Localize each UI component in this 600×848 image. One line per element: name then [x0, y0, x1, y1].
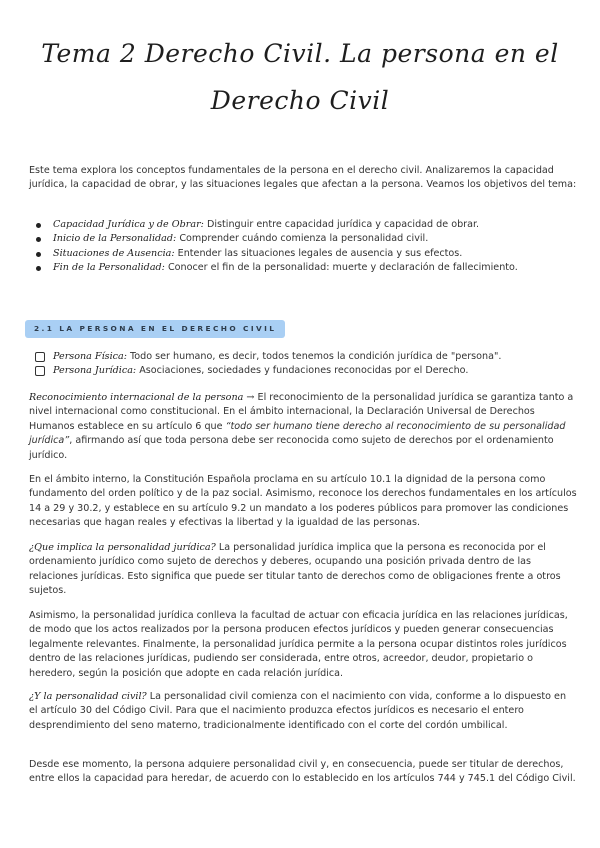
civil-paragraph	[29, 690, 577, 733]
checkbox-icon[interactable]	[35, 366, 45, 376]
implica-paragraph	[29, 541, 577, 599]
intro-paragraph: Este tema explora los conceptos fundamentales de la persona en el derecho civil. Analizaremos la capacidad jurídica, la capacidad de obrar, y las situaciones legales que afectan a la persona. Veamos los objetivos del tema:	[29, 165, 577, 191]
objective-label: Situaciones de Ausencia:	[53, 247, 175, 259]
page-title	[40, 30, 560, 124]
objective-label: Fin de la Personalidad:	[53, 262, 165, 274]
title-line-1: Tema 2 Derecho Civil. La persona en el	[41, 39, 559, 68]
objective-label: Inicio de la Personalidad:	[53, 233, 177, 245]
quote-text: “todo ser humano tiene derecho al reconocimiento de su personalidad jurídica”	[29, 420, 566, 447]
desde-paragraph: Desde ese momento, la persona adquiere personalidad civil y, en consecuencia, puede ser titular de derechos, entre ellos la capacidad para heredar, de acuerdo con lo establecido en los artículos 744 y 745.1 del Código Civil.	[29, 759, 576, 785]
checklist-item	[33, 364, 573, 378]
bullet-dot-icon	[36, 223, 41, 228]
paragraph-text: La personalidad jurídica implica que la persona es reconocida por el ordenamiento jurídico como sujeto de derechos y deberes, ocupando una posición privada dentro de las relaciones jurídicas. Esto significa que puede ser titular tanto de derechos como de obligaciones frente a otros sujetos.	[29, 542, 561, 597]
reconocimiento-paragraph	[29, 391, 577, 463]
list-item	[29, 261, 577, 275]
list-item	[29, 247, 577, 261]
asimismo-paragraph: Asimismo, la personalidad jurídica conlleva la facultad de actuar con eficacia jurídica en las relaciones jurídicas, de modo que los actos realizados por la persona producen efectos jurídicos y pueden generar consecuencias legalmente relevantes. Finalmente, la personalidad jurídica permite a la persona ocupar distintos roles jurídicos dentro de las relaciones jurídicas, pudiendo ser considerada, entre otros, acreedor, deudor, propietario o heredero, según la posición que adopte en cada relación jurídica.	[29, 610, 568, 679]
paragraph-text: La personalidad civil comienza con el nacimiento con vida, conforme a lo dispuesto en el artículo 30 del Código Civil. Para que el nacimiento produzca efectos jurídicos es necesario el entero desprendimiento del seno materno, tradicionalmente identificado con el corte del cordón umbilical.	[29, 691, 567, 731]
objective-text: Comprender cuándo comienza la personalidad civil.	[176, 233, 429, 245]
interno-paragraph: En el ámbito interno, la Constitución Española proclama en su artículo 10.1 la dignidad de la persona como fundamento del orden político y de la paz social. Asimismo, reconoce los derechos fundamentales en los artículos 14 a 29 y 30.2, y establece en su artículo 9.2 un mandato a los poderes públicos para promover las condiciones necesarias que hagan reales y efectivas la libertad y la igualdad de las personas.	[29, 474, 577, 529]
paragraph-text: , afirmando así que toda persona debe ser reconocida como sujeto de derechos por el ordenamiento jurídico.	[29, 435, 554, 461]
checklist-label: Persona Jurídica:	[53, 365, 137, 376]
bullet-dot-icon	[36, 266, 41, 271]
objective-text: Distinguir entre capacidad jurídica y capacidad de obrar.	[203, 219, 480, 230]
checklist-item	[33, 350, 573, 364]
objective-text: Entender las situaciones legales de ausencia y sus efectos.	[174, 247, 463, 259]
list-item	[29, 218, 577, 232]
objective-label: Capacidad Jurídica y de Obrar:	[53, 219, 204, 230]
checklist	[33, 350, 573, 378]
checkbox-icon[interactable]	[35, 352, 45, 362]
bullet-dot-icon	[36, 237, 41, 242]
title-line-2: Derecho Civil	[210, 86, 390, 115]
objectives-list	[29, 218, 577, 276]
list-item	[29, 232, 577, 246]
checklist-text: Todo ser humano, es decir, todos tenemos la condición jurídica de "persona".	[126, 351, 502, 362]
paragraph-label: ¿Que implica la personalidad jurídica?	[29, 542, 216, 553]
bullet-dot-icon	[36, 252, 41, 257]
paragraph-label: ¿Y la personalidad civil?	[29, 691, 147, 702]
checklist-label: Persona Física:	[53, 351, 127, 362]
section-heading: 2.1 LA PERSONA EN EL DERECHO CIVIL	[25, 320, 285, 338]
objective-text: Conocer el fin de la personalidad: muerte y declaración de fallecimiento.	[164, 262, 518, 274]
checklist-text: Asociaciones, sociedades y fundaciones reconocidas por el Derecho.	[136, 365, 469, 376]
paragraph-text: El reconocimiento de la personalidad jurídica se garantiza tanto a nivel internacional como constitucional. En el ámbito internacional, la Declaración Universal de Derechos Humanos establece en su artículo 6 que	[29, 392, 574, 432]
paragraph-label: Reconocimiento internacional de la persona →	[29, 392, 255, 403]
